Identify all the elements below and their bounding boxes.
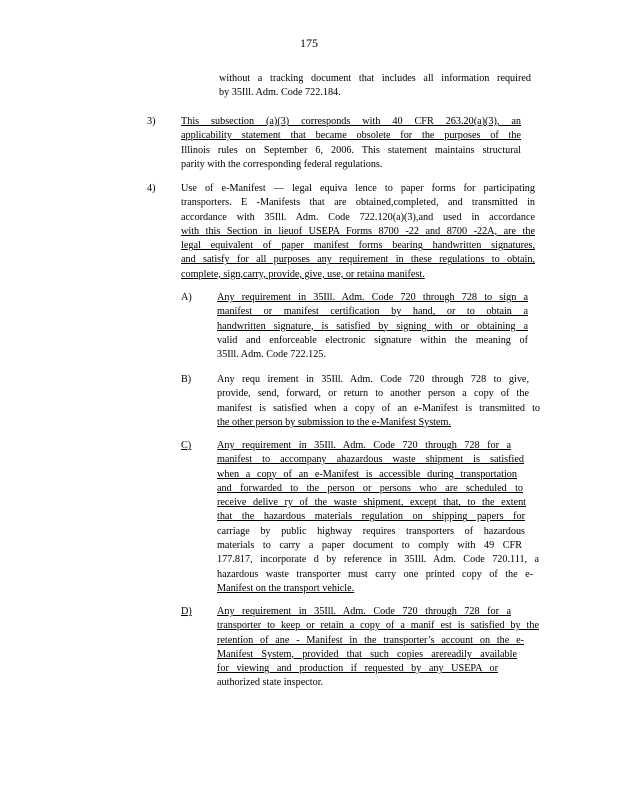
text-line: the other person by submission to the e-Manifest System. xyxy=(217,416,451,428)
item-4-paragraph xyxy=(181,182,535,282)
text-line: accordance with 35Ill. Adm. Code 722.120(a)(3),and used in accordance xyxy=(181,211,535,223)
text-line: This subsection (a)(3) corresponds with 40 CFR 263.20(a)(3), an xyxy=(181,116,521,127)
text-line: valid and enforceable electronic signature within the meaning of xyxy=(217,334,528,346)
text-line: parity with the corresponding federal regulations. xyxy=(181,158,383,170)
item-c-paragraph xyxy=(217,439,539,596)
text-line: transporter to keep or retain a copy of a manif est is satisfied by the xyxy=(217,620,539,632)
text-line: transporters. E -Manifests that are obtained,completed, and transmitted in xyxy=(181,197,535,209)
item-c-marker: C) xyxy=(181,440,192,451)
text-line: Illinois rules on September 6, 2006. This statement maintains structural xyxy=(181,144,521,156)
text-line: materials to carry a paper document to comply with 49 CFR xyxy=(217,540,522,552)
text-line: authorized state inspector. xyxy=(217,677,324,689)
item-4-marker: 4) xyxy=(147,183,156,194)
text-line: manifest to accompany ahazardous waste shipment is satisfied xyxy=(217,454,524,466)
intro-paragraph xyxy=(219,72,531,101)
text-line: Manifest on the transport vehicle. xyxy=(217,582,355,594)
item-b-paragraph xyxy=(217,373,540,430)
text-line: Any requirement in 35Ill. Adm. Code 720 through 728 for a xyxy=(217,606,511,617)
item-b-marker: B) xyxy=(181,374,192,385)
text-line: Any requ irement in 35Ill. Adm. Code 720 through 728 to give, xyxy=(217,374,529,385)
text-line: Any requirement in 35Ill. Adm. Code 720 through 728 for a xyxy=(217,440,511,451)
text-line: Use of e-Manifest — legal equiva lence to paper forms for participating xyxy=(181,183,535,194)
page-number: 175 xyxy=(300,36,318,50)
text-line: and satisfy for all purposes any requirement in these regulations to obtain, xyxy=(181,254,535,266)
text-line: when a copy of an e-Manifest is accessible during transportation xyxy=(217,468,517,480)
text-line: for viewing and production if requested by any USEPA or xyxy=(217,663,498,675)
item-d-marker: D) xyxy=(181,606,192,617)
text-line: 35Ill. Adm. Code 722.125. xyxy=(217,349,326,361)
text-line: Manifest System, provided that such copies arereadily available xyxy=(217,648,517,660)
text-line: Any requirement in 35Ill. Adm. Code 720 through 728 to sign a xyxy=(217,292,528,303)
text-line: that the hazardous materials regulation on shipping papers for xyxy=(217,511,525,523)
text-line: manifest or manifest certification by hand, or to obtain a xyxy=(217,306,528,318)
text-line: manifest is satisfied when a copy of an e-Manifest is transmitted to xyxy=(217,402,540,414)
text-line: legal equivalent of paper manifest forms bearing handwritten signatures, xyxy=(181,240,535,252)
item-3-paragraph xyxy=(181,115,521,172)
text-line: carriage by public highway requires transporters of hazardous xyxy=(217,525,525,537)
text-line: without a tracking document that includes all information required xyxy=(219,73,531,84)
text-line: retention of ane - Manifest in the transporter’s account on the e- xyxy=(217,634,524,646)
item-d-paragraph xyxy=(217,605,539,691)
text-line: provide, send, forward, or return to another person a copy of the xyxy=(217,388,529,400)
text-line: handwritten signature, is satisfied by signing with or obtaining a xyxy=(217,320,528,332)
text-line: by 35Ill. Adm. Code 722.184. xyxy=(219,87,341,99)
text-line: applicability statement that became obsolete for the purposes of the xyxy=(181,130,521,142)
text-line: complete, sign,carry, provide, give, use, or retaina manifest. xyxy=(181,268,425,280)
item-a-paragraph xyxy=(217,291,528,362)
text-line: receive delive ry of the waste shipment, except that, to the extent xyxy=(217,497,526,509)
item-a-marker: A) xyxy=(181,292,192,303)
text-line: and forwarded to the person or persons who are scheduled to xyxy=(217,482,523,494)
text-line: 177.817, incorporate d by reference in 35Ill. Adm. Code 720.111, a xyxy=(217,554,539,566)
item-3-marker: 3) xyxy=(147,116,156,127)
text-line: with this Section in lieuof USEPA Forms 8700 -22 and 8700 -22A, are the xyxy=(181,225,535,237)
text-line: hazardous waste transporter must carry one printed copy of the e- xyxy=(217,568,533,580)
